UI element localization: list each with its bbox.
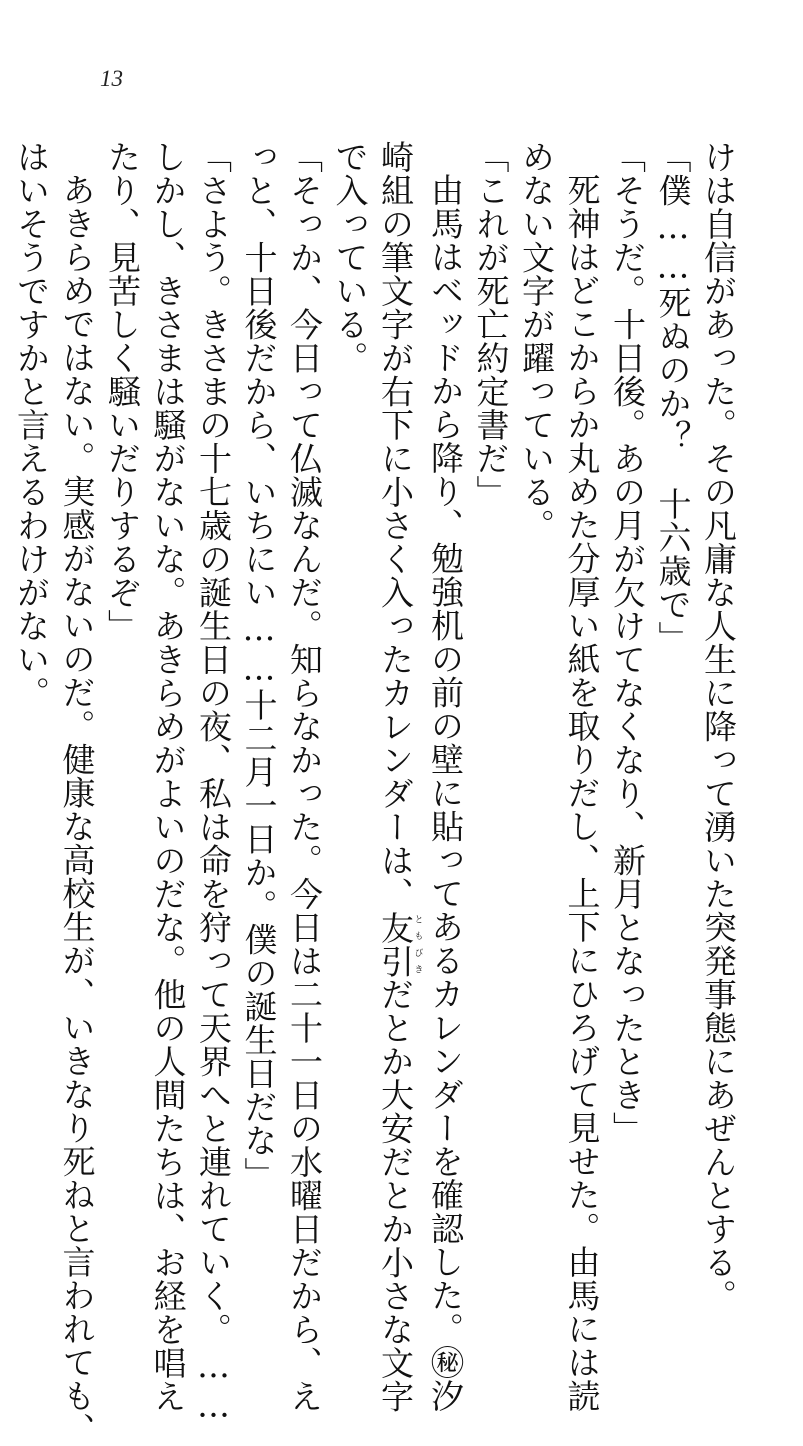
text-line: はいそうですかと言えるわけがない。 — [12, 140, 51, 710]
text-line: しかし、きさまは騒がないな。あきらめがよいのだな。他の人間たちは、お経を唱え — [148, 140, 188, 1413]
text-line: で入っている。 — [330, 140, 370, 375]
text-line: めない文字が躍っている。 — [517, 140, 556, 542]
text-line: 「そうだ。十日後。あの月が欠けてなくなり、新月となったとき」 — [608, 140, 647, 1145]
text-line: っと、十日後だから、いちにい……十二月一日か。僕の誕生日だな」 — [239, 140, 279, 1191]
text-line: 由馬はベッドから降り、勉強机の前の壁に貼ってあるカレンダーを確認した。㊙汐 — [426, 173, 465, 1413]
text-line: 「さよう。きさまの十七歳の誕生日の夜、私は命を狩って天界へと連れていく。…… — [194, 140, 233, 1425]
text-line: たり、見苦しく騒いだりするぞ」 — [103, 140, 142, 643]
furigana-reading: ともびき — [412, 910, 423, 978]
text-line: 「僕……死ぬのか？ 十六歳で」 — [653, 140, 693, 655]
page-number: 13 — [100, 66, 123, 91]
novel-body-text — [9, 140, 742, 1446]
text-line: 「そっか、今日って仏滅なんだ。知らなかった。今日は二十一日の水曜日だから、え — [285, 140, 324, 1413]
text-line: けは自信があった。その凡庸な人生に降って湧いた突発事態にあぜんとする。 — [699, 140, 738, 1313]
text-line: 死神はどこからか丸めた分厚い紙を取りだし、上下にひろげて見せた。由馬には読 — [562, 173, 602, 1413]
furigana-ruby: 友引ともびき — [376, 910, 423, 978]
text-line: あきらめではない。実感がないのだ。健康な高校生が、いきなり死ねと言われても、 — [57, 173, 97, 1446]
text-line: 崎組の筆文字が右下に小さく入ったカレンダーは、友引ともびきだとか大安だとか小さな文字 — [376, 140, 423, 1413]
text-line: 「これが死亡約定書だ」 — [471, 140, 511, 509]
